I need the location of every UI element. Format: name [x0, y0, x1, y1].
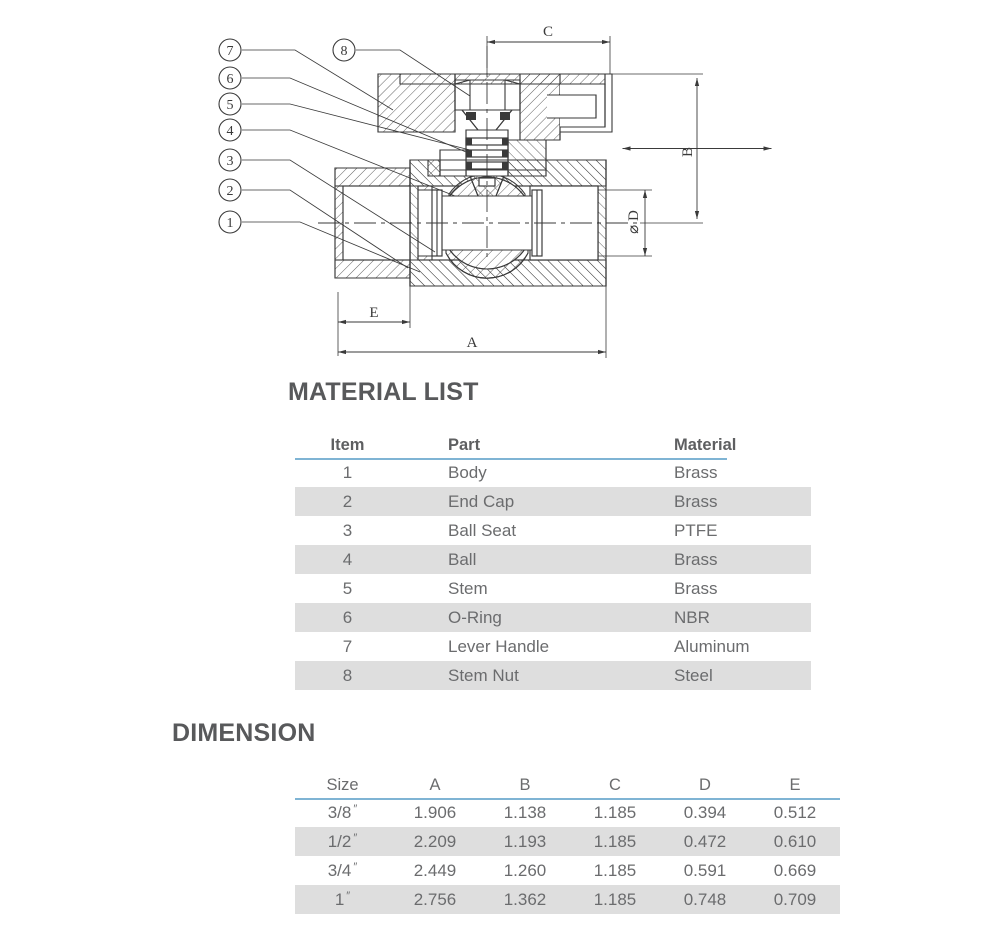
table-row [295, 545, 811, 574]
material-header-material: Material [674, 435, 737, 454]
inch-mark: ″ [353, 802, 358, 815]
technical-drawing-panel [0, 0, 1000, 368]
callout-7 [219, 39, 241, 61]
dimension-cell-c: 1.185 [570, 856, 660, 885]
material-cell-material: Brass [638, 545, 811, 574]
dimension-header-e: E [789, 775, 801, 794]
material-cell-item: 3 [295, 516, 400, 545]
inch-mark: ″ [346, 889, 351, 902]
material-cell-part: Ball Seat [400, 516, 638, 545]
material-header-item: Item [330, 435, 365, 454]
dimension-cell-a: 1.906 [390, 798, 480, 827]
material-cell-item: 4 [295, 545, 400, 574]
dimension-header-b: B [519, 775, 531, 794]
material-cell-part: O-Ring [400, 603, 638, 632]
callout-6 [219, 67, 241, 89]
dimension-cell-d: 0.472 [660, 827, 750, 856]
dimension-cell-d: 0.591 [660, 856, 750, 885]
material-list-table [295, 432, 811, 690]
material-cell-material: Brass [638, 487, 811, 516]
material-table-header-rule [295, 458, 727, 460]
dimension-label-b: B [680, 146, 696, 158]
inch-mark: ″ [353, 860, 358, 873]
dimension-cell-a: 2.209 [390, 827, 480, 856]
table-row [295, 798, 840, 827]
dimension-label-d: ⌀ D [626, 210, 642, 234]
material-cell-material: PTFE [638, 516, 811, 545]
material-cell-item: 2 [295, 487, 400, 516]
dimension-cell-e: 0.512 [750, 798, 840, 827]
callout-4 [219, 119, 241, 141]
ball-valve-cross-section-drawing [0, 0, 1000, 368]
callout-5 [219, 93, 241, 115]
material-cell-material: Aluminum [638, 632, 811, 661]
dimension-heading: DIMENSION [172, 719, 316, 747]
callout-2 [219, 179, 241, 201]
table-row [295, 827, 840, 856]
dimension-cell-b: 1.193 [480, 827, 570, 856]
dimension-table-header-row [295, 772, 840, 798]
dimension-cell-size [295, 856, 390, 885]
material-cell-part: Stem [400, 574, 638, 603]
dimension-label-a: A [466, 335, 478, 351]
callout-6-label: 6 [226, 72, 234, 87]
material-cell-material: Brass [638, 574, 811, 603]
dimension-header-c: C [609, 775, 621, 794]
dimension-cell-c: 1.185 [570, 827, 660, 856]
dimension-table [295, 772, 840, 914]
dimension-cell-b: 1.362 [480, 885, 570, 914]
dimension-header-d: D [699, 775, 711, 794]
dimension-cell-size [295, 827, 390, 856]
dimension-label-e: E [369, 305, 379, 321]
material-header-part: Part [448, 435, 481, 454]
size-value: 3/8 [327, 802, 352, 822]
dimension-header-size: Size [326, 775, 359, 794]
callout-8-label: 8 [340, 44, 348, 59]
table-row [295, 632, 811, 661]
dimension-header-a: A [429, 775, 441, 794]
callout-1-label: 1 [226, 216, 234, 231]
callout-3-label: 3 [226, 154, 234, 169]
material-cell-part: Stem Nut [400, 661, 638, 690]
material-cell-item: 5 [295, 574, 400, 603]
dimension-label-c: C [542, 24, 554, 40]
table-row [295, 574, 811, 603]
material-cell-part: Lever Handle [400, 632, 638, 661]
dimension-cell-d: 0.748 [660, 885, 750, 914]
material-cell-part: Ball [400, 545, 638, 574]
table-row [295, 516, 811, 545]
dimension-cell-size [295, 885, 390, 914]
material-list-heading: MATERIAL LIST [288, 378, 479, 406]
size-value: 3/4 [327, 860, 352, 880]
table-row [295, 856, 840, 885]
size-value: 1 [334, 889, 345, 909]
material-cell-part: End Cap [400, 487, 638, 516]
dimension-cell-e: 0.669 [750, 856, 840, 885]
material-cell-material: Steel [638, 661, 811, 690]
material-cell-item: 7 [295, 632, 400, 661]
material-cell-item: 8 [295, 661, 400, 690]
table-row [295, 603, 811, 632]
dimension-cell-e: 0.610 [750, 827, 840, 856]
material-cell-material: Brass [638, 458, 811, 487]
table-row [295, 487, 811, 516]
dimension-cell-d: 0.394 [660, 798, 750, 827]
callout-7-label: 7 [226, 44, 234, 59]
dimension-cell-c: 1.185 [570, 798, 660, 827]
inch-mark: ″ [353, 831, 358, 844]
material-cell-part: Body [400, 458, 638, 487]
table-row [295, 885, 840, 914]
dimension-cell-a: 2.756 [390, 885, 480, 914]
material-cell-item: 6 [295, 603, 400, 632]
callout-8 [333, 39, 355, 61]
dimension-cell-c: 1.185 [570, 885, 660, 914]
callout-2-label: 2 [226, 184, 234, 199]
material-cell-material: NBR [638, 603, 811, 632]
dimension-cell-e: 0.709 [750, 885, 840, 914]
table-row [295, 458, 811, 487]
dimension-cell-size [295, 798, 390, 827]
table-row [295, 661, 811, 690]
callout-5-label: 5 [226, 98, 234, 113]
callout-3 [219, 149, 241, 171]
dimension-cell-b: 1.260 [480, 856, 570, 885]
material-cell-item: 1 [295, 458, 400, 487]
callout-1 [219, 211, 241, 233]
size-value: 1/2 [327, 831, 352, 851]
material-table-header-row [295, 432, 811, 458]
callout-4-label: 4 [226, 124, 234, 139]
dimension-table-header-rule [295, 798, 840, 800]
dimension-cell-b: 1.138 [480, 798, 570, 827]
dimension-cell-a: 2.449 [390, 856, 480, 885]
